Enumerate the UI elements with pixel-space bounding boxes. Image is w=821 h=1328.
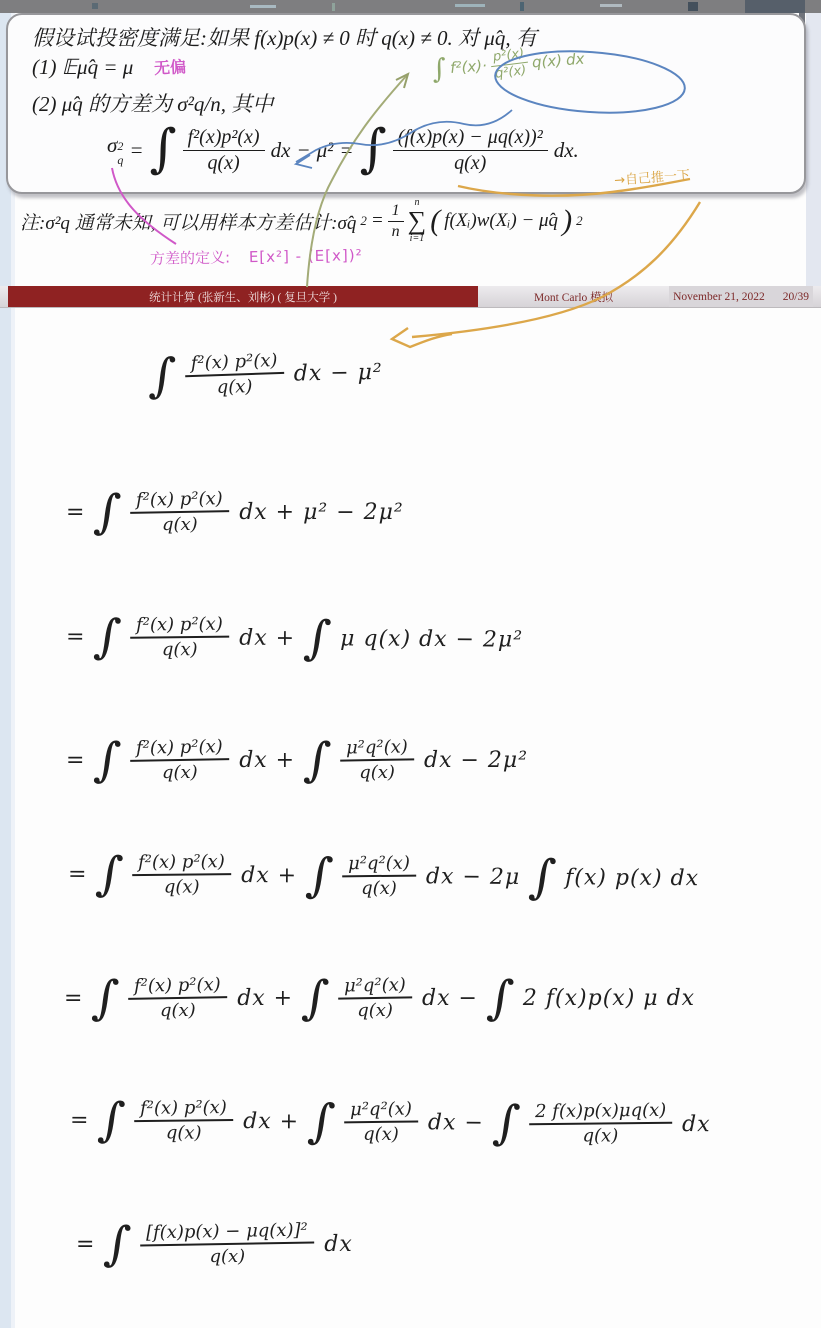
fraction [132,850,231,899]
fraction-denominator: q(x) [161,639,198,661]
hw-term: dx − [421,985,478,1011]
footer-topic-label: Mont Carlo 模拟 [533,291,614,304]
top-artifact [92,3,98,9]
hw-derivation-line [66,483,404,542]
top-artifact [520,2,524,11]
pink-unbiased-note: 无偏 [153,57,187,78]
hw-term: = [66,499,86,525]
fraction [130,736,229,785]
note-prefix: 注:σ²q 通常未知, 可以用样本方差估计:σ̂q [20,212,357,234]
left-margin-line [11,0,15,1328]
integral-sign: ∫ [300,969,332,1028]
footer-date: November 21, 2022 [673,290,765,303]
hw-term: dx [324,1231,353,1257]
integral-sign: ∫ [96,1091,128,1150]
footer-page-number: 20/39 [782,290,809,303]
sample-variance-note: 注:σ²q 通常未知, 可以用样本方差估计:σ̂q 2 = $\frac{1}{n}$ n ∑ i=1 ( f(Xᵢ)w(Xᵢ) − μ̂q ) 2 [20,197,583,244]
pink-variance-definition: 方差的定义: E[x²] - (E[x])² [149,246,363,268]
fraction [130,488,229,537]
fraction-numerator: μ²q²(x) [342,852,416,878]
integral-sign: ∫ [304,846,336,905]
fraction [130,613,229,662]
fraction [128,974,227,1023]
hw-term: dx + [243,1108,300,1135]
hw-term: dx − 2μ² [423,747,529,773]
fraction-numerator: f²(x) p²(x) [132,850,231,876]
right-margin-strip [806,13,821,305]
fraction: $\frac{\text{(f(x)p(x) − μq(x))²}}{q(x)}$ [393,125,548,176]
fraction-denominator: q(x) [161,762,198,784]
hw-term: dx − [427,1110,484,1136]
integral-sign: ∫ [306,1092,338,1151]
integral-sign: ∫ [485,969,516,1028]
fraction-denominator: q(x) [165,1122,202,1145]
hw-term: μ q(x) dx − 2μ² [340,626,524,653]
sigma-symbol: σ 2 q [107,133,124,167]
top-artifact [600,4,622,7]
integral-sign: ∫ [431,52,448,85]
fraction [185,350,285,400]
fraction-numerator: f²(x) p²(x) [130,487,229,514]
integral-sign: ∫ [92,731,124,790]
top-edge-strip [0,0,821,13]
hw-term: = [66,747,86,773]
integral-sign: ∫ [149,119,177,180]
hw-derivation-line [147,347,384,405]
hw-term: dx + [239,747,296,773]
integral-sign: ∫ [92,607,124,667]
green-importance-formula: ∫ f²(x)· p²(x) q²(x) q(x) dx [431,46,586,85]
hw-term: = [65,624,86,650]
slide-assumption-line: 假设试投密度满足:如果 f(x)p(x) ≠ 0 时 q(x) ≠ 0. 对 μ̂q, 有 [32,26,537,50]
slide-footer [0,286,821,308]
fraction [342,852,416,901]
integral-sign: ∫ [102,1215,134,1274]
footer-course-label: 统计计算 (张新生、刘彬) ( 复旦大学 ) [8,286,478,307]
orange-derive-note: →自己推一下 [613,168,691,189]
fraction-numerator: [f(x)p(x) − μq(x)]² [140,1218,314,1246]
hw-term: dx − 2μ [425,864,521,890]
fraction-numerator: f²(x) p²(x) [130,735,229,762]
fraction-numerator: f²(x) p²(x) [134,1096,233,1122]
fraction-denominator: q(x) [216,376,253,399]
top-artifact [688,2,698,11]
hw-term: 2 f(x)p(x) μ dx [522,985,696,1011]
integral-sign: ∫ [302,731,334,790]
left-margin-strip [0,0,11,1328]
dx-term: dx [270,137,291,162]
integral-sign: ∫ [90,969,122,1028]
hw-derivation-line [69,1091,711,1153]
hw-term: f(x) p(x) dx [565,865,700,892]
hw-term: dx + μ² − 2μ² [239,499,404,525]
hw-derivation-line [65,607,524,668]
fraction: $\frac{\text{f²(x)p²(x)}}{q(x)}$ [183,125,265,176]
fraction [529,1099,673,1149]
integral-sign: ∫ [94,845,126,904]
slide-item-2: (2) μ̂q 的方差为 σ²q/n, 其中 [32,92,274,116]
fraction-denominator: q(x) [161,514,198,536]
hw-term: dx + [241,862,298,889]
fraction-numerator: f²(x) p²(x) [184,349,284,378]
footer-meta [669,286,813,307]
minus-sign: − [296,137,311,162]
fraction-numerator: 2 f(x)p(x)μq(x) [529,1099,672,1126]
top-artifact [455,4,485,7]
fraction-numerator: f²(x) p²(x) [128,973,227,1000]
hw-term: dx + [237,985,294,1011]
fraction-denominator: q(x) [359,762,395,784]
hw-term: dx − μ² [293,359,383,387]
fraction [140,1220,314,1269]
fraction-numerator: μ²q²(x) [344,1098,418,1124]
fraction [338,974,412,1023]
equals-sign: = [339,137,354,162]
fraction-denominator: q(x) [357,1000,393,1022]
summand: f(Xᵢ)w(Xᵢ) − μ̂q [444,210,559,231]
hw-term: dx + [239,625,296,651]
paren-open: ( [430,204,441,237]
integral-sign: ∫ [359,119,387,180]
fraction [340,736,414,785]
hw-term: = [67,861,88,887]
top-artifact [332,3,335,11]
integral-sign: ∫ [302,609,334,668]
fraction-denominator: q(x) [159,1000,196,1022]
fraction-numerator: f²(x) p²(x) [130,613,229,639]
mu-squared: μ² [316,137,334,162]
hw-term: = [76,1231,96,1257]
fraction-numerator: μ²q²(x) [338,973,412,1000]
slide-item-1: (1) 𝔼μ̂q = μ [32,55,134,79]
integral-sign: ∫ [147,347,178,405]
hw-term: = [69,1107,90,1133]
fraction: p²(x) q²(x) [489,46,530,82]
fraction-denominator: q(x) [361,878,397,900]
integral-sign: ∫ [490,1093,522,1153]
integral-sign: ∫ [527,848,559,907]
one-over-n-fraction: $\frac{1}{n}$ [388,201,404,240]
fraction-denominator: q(x) [582,1125,619,1147]
hw-term: dx [681,1111,711,1138]
dx-term: dx. [553,137,579,162]
top-artifact [745,0,805,13]
hw-derivation-line [76,1215,353,1274]
fraction-numerator: μ²q²(x) [340,735,414,762]
hw-derivation-line [66,731,529,790]
hw-derivation-line [64,969,696,1028]
variance-formula [104,113,582,187]
fraction [134,1096,233,1145]
sum-symbol: n ∑ i=1 [407,197,427,244]
fraction-denominator: q(x) [163,876,200,899]
paren-close: ) [562,204,573,237]
fraction-denominator: q(x) [363,1124,399,1146]
equals-sign: = [129,137,144,162]
orange-arrowhead [392,328,452,347]
integral-sign: ∫ [92,483,124,542]
fraction-denominator: q(x) [209,1246,246,1268]
fraction [344,1098,418,1147]
hw-term: = [64,985,84,1011]
top-artifact [250,5,276,8]
hw-derivation-line [67,845,700,907]
